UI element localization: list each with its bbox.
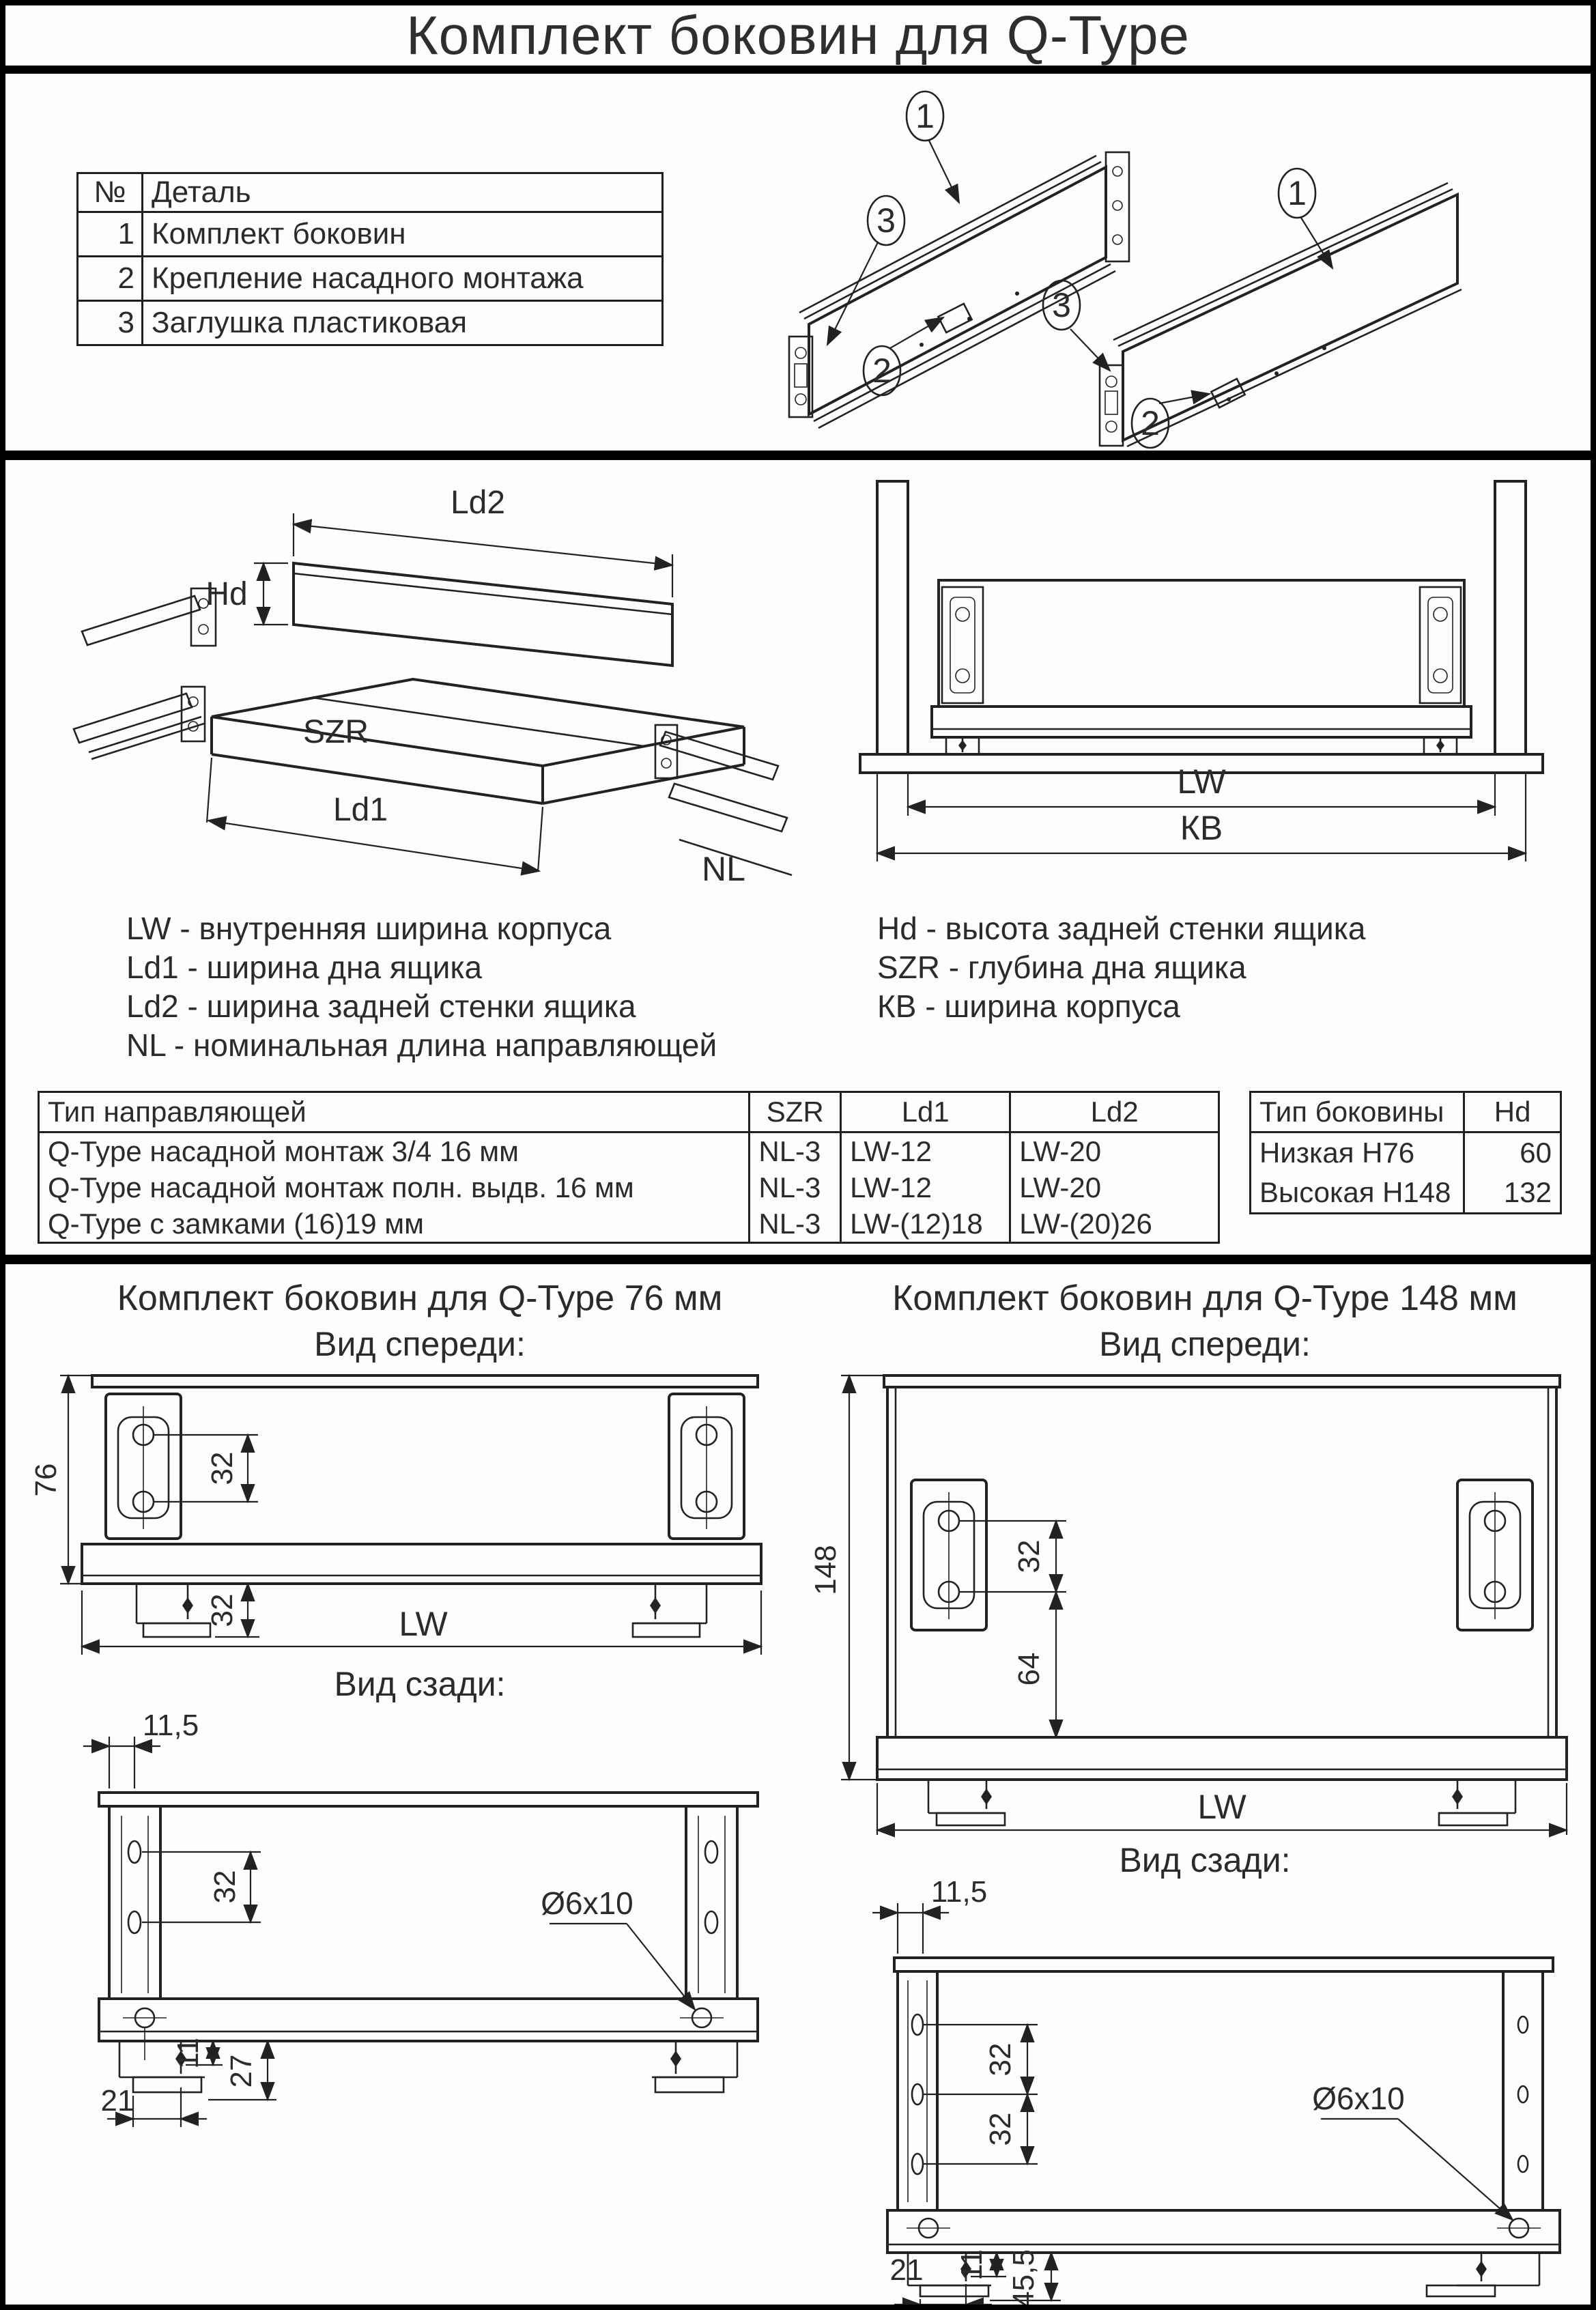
dim-holes-32-bottom (984, 2094, 1027, 2164)
kit76-rear-drawing (41, 1705, 792, 2135)
bracket-left (911, 1480, 986, 1630)
title-bar (5, 5, 1591, 66)
legend-line: SZR - глубина дна ящика (877, 950, 1246, 985)
page-title: Комплект боковин для Q-Type (406, 5, 1190, 66)
top-edge (894, 1958, 1553, 1971)
kit76-front-drawing (29, 1365, 792, 1659)
dim-label-115: 11,5 (142, 1709, 199, 1742)
dim-holes-32 (959, 1521, 1066, 1592)
cell: Высокая Н148 (1251, 1173, 1464, 1214)
callout-number: 1 (915, 97, 935, 135)
dim-lip-11 (955, 2249, 1006, 2281)
table-row (39, 1206, 1219, 1243)
cell: LW-20 (1010, 1132, 1219, 1170)
dim-label-76: 76 (29, 1463, 63, 1497)
rails-col-type: Тип направляющей (39, 1092, 750, 1132)
legend-line: NL - номинальная длина направляющей (126, 1027, 717, 1063)
dim-label-32: 32 (984, 2112, 1017, 2146)
rail-screw-left (123, 2008, 167, 2060)
dim-label-lw: LW (1197, 1788, 1246, 1826)
dim-label-hole: Ø6x10 (1312, 2081, 1405, 2116)
part-number: 3 (78, 301, 143, 345)
bottom-rail (887, 2210, 1560, 2253)
dim-lower-64 (1012, 1592, 1070, 1737)
callout-hole-size (1312, 2081, 1513, 2220)
table-row (39, 1169, 1219, 1206)
rails-col-ld1: Ld1 (841, 1092, 1010, 1132)
rails-table (38, 1091, 1220, 1244)
dim-ld1 (207, 758, 543, 872)
top-edge (884, 1375, 1560, 1387)
table-row (78, 301, 663, 345)
top-edge (99, 1793, 758, 1806)
rails-col-ld2: Ld2 (1010, 1092, 1219, 1132)
dim-label-32: 32 (205, 1593, 239, 1627)
isometric-panels-drawing (751, 79, 1584, 451)
dim-depth-27 (208, 2041, 276, 2100)
part-name: Комплект боковин (143, 212, 663, 257)
dim-label-lw: LW (1177, 762, 1226, 801)
table-row (1251, 1132, 1561, 1173)
hook-right (1427, 2253, 1539, 2296)
rear-plate-right (1503, 1971, 1543, 2210)
cabinet-front-drawing (812, 471, 1591, 901)
cell: LW-12 (841, 1132, 1010, 1170)
cell: NL-3 (750, 1206, 841, 1243)
table-row (78, 257, 663, 301)
dim-foot-21 (101, 2084, 207, 2127)
divider-under-title (0, 66, 1596, 74)
dim-offset-115 (83, 1709, 199, 1788)
dim-label-hole: Ø6x10 (541, 1885, 633, 1921)
part-number: 2 (78, 257, 143, 301)
kit148-title: Комплект боковин для Q-Type 148 мм (892, 1279, 1517, 1318)
cell: NL-3 (750, 1132, 841, 1170)
dim-depth-455 (990, 2249, 1061, 2308)
cell: LW-20 (1010, 1169, 1219, 1206)
bottom-rail (99, 1999, 758, 2041)
callout-3-right (1043, 281, 1110, 371)
dim-label-ld2: Ld2 (450, 485, 506, 521)
parts-col-num: № (78, 173, 143, 212)
dim-label-32: 32 (205, 1451, 239, 1485)
bottom-rail (877, 1737, 1567, 1780)
dim-label-32: 32 (208, 1870, 242, 1904)
legend-line: КВ - ширина корпуса (877, 988, 1180, 1024)
kit76-front-view-label: Вид спереди: (314, 1325, 526, 1363)
cell: Q-Type с замками (16)19 мм (39, 1206, 750, 1243)
legend-line: Hd - высота задней стенки ящика (877, 911, 1366, 946)
divider-section-3 (0, 1255, 1596, 1264)
legend-line: LW - внутренняя ширина корпуса (126, 911, 612, 946)
dim-height-148 (809, 1375, 884, 1780)
dim-label-11: 11 (955, 2249, 988, 2281)
dim-label-szr: SZR (303, 714, 369, 750)
dim-lw (877, 1783, 1567, 1835)
dim-label-21: 21 (889, 2253, 924, 2287)
kit148-rear-view-label: Вид сзади: (1119, 1841, 1291, 1879)
dim-label-32: 32 (1012, 1539, 1046, 1573)
dim-label-21: 21 (100, 2084, 134, 2118)
cell: LW-(20)26 (1010, 1206, 1219, 1243)
parts-table (76, 172, 664, 346)
cell: NL-3 (750, 1169, 841, 1206)
dim-label-kb: КВ (1180, 809, 1223, 847)
top-edge (92, 1375, 758, 1387)
rails-header-row (39, 1092, 1219, 1132)
divider-section-2 (0, 451, 1596, 460)
legend-line: Ld2 - ширина задней стенки ящика (126, 988, 636, 1024)
drawer-assembly (932, 580, 1471, 754)
table-row (39, 1132, 1219, 1170)
callout-1-right (1279, 169, 1333, 268)
dim-hd (205, 563, 288, 625)
hook-right (1439, 1780, 1515, 1825)
dim-label-115: 11,5 (930, 1875, 988, 1909)
dim-label-ld1: Ld1 (332, 792, 388, 828)
dim-label-nl: NL (702, 850, 745, 888)
table-row (78, 212, 663, 257)
rear-plate-left (109, 1806, 160, 1999)
hook-left (137, 1584, 210, 1637)
callout-number: 2 (1141, 404, 1160, 442)
kit148-front-view-label: Вид спереди: (1099, 1325, 1311, 1363)
parts-header-row (78, 173, 663, 212)
dim-offset-115 (872, 1875, 987, 1954)
part-name: Крепление насадного монтажа (143, 257, 663, 301)
cell: 60 (1464, 1132, 1561, 1173)
rear-plate-left (898, 1971, 937, 2210)
side-panel-left (789, 152, 1129, 428)
part-number: 1 (78, 212, 143, 257)
rails-col-szr: SZR (750, 1092, 841, 1132)
rail-screw-right (1497, 2219, 1541, 2238)
rail-screw-right (680, 2008, 724, 2027)
cell: Q-Type насадной монтаж 3/4 16 мм (39, 1132, 750, 1170)
bracket-right (669, 1394, 744, 1539)
dim-holes-32-top (923, 2025, 1038, 2164)
dim-label-27: 27 (225, 2054, 258, 2088)
parts-col-name: Деталь (143, 173, 663, 212)
dim-label-32: 32 (984, 2042, 1017, 2077)
callout-2-right (1132, 394, 1210, 448)
sides-header-row (1251, 1092, 1561, 1132)
dim-label-455: 45,5 (1007, 2249, 1040, 2308)
kit148-front-drawing (809, 1365, 1591, 1836)
exploded-drawer-drawing (41, 471, 806, 901)
part-name: Заглушка пластиковая (143, 301, 663, 345)
kit76-title: Комплект боковин для Q-Type 76 мм (117, 1279, 723, 1318)
bracket-left (106, 1394, 181, 1539)
back-panel (294, 563, 672, 666)
hook-left (928, 1780, 1005, 1825)
callout-number: 1 (1287, 174, 1307, 212)
callout-number: 3 (877, 201, 896, 240)
callout-number: 2 (872, 352, 892, 390)
cell: Низкая Н76 (1251, 1132, 1464, 1173)
dim-label-64: 64 (1012, 1652, 1046, 1686)
legend-left (126, 909, 717, 1065)
dim-lower-32 (205, 1584, 259, 1637)
rails-left (74, 588, 216, 759)
dim-label-hd: Hd (205, 576, 248, 612)
callout-hole-size (541, 1885, 695, 2010)
cell: LW-12 (841, 1169, 1010, 1206)
dim-label-lw: LW (399, 1605, 448, 1643)
dim-label-11: 11 (171, 2038, 205, 2069)
dim-lip-11 (171, 2038, 223, 2069)
sides-table (1249, 1091, 1562, 1214)
drawer-bottom (212, 679, 744, 803)
cell: 132 (1464, 1173, 1561, 1214)
hook-right (633, 1584, 707, 1637)
kit148-rear-drawing (819, 1875, 1591, 2310)
rear-plate-right (686, 1806, 737, 1999)
kit76-rear-view-label: Вид сзади: (334, 1665, 506, 1703)
callout-3-left (827, 196, 904, 345)
legend-right (877, 909, 1365, 1026)
bracket-right (1457, 1480, 1533, 1630)
callout-number: 3 (1052, 286, 1071, 324)
legend-line: Ld1 - ширина дна ящика (126, 950, 483, 985)
bottom-rail (82, 1544, 761, 1584)
cell: Q-Type насадной монтаж полн. выдв. 16 мм (39, 1169, 750, 1206)
sides-col-hd: Hd (1464, 1092, 1561, 1132)
dim-label-148: 148 (809, 1545, 842, 1595)
sides-col-type: Тип боковины (1251, 1092, 1464, 1132)
dim-lw-cabinet (908, 762, 1495, 816)
hook-right (652, 2041, 737, 2092)
callout-1-left (907, 91, 959, 203)
table-row (1251, 1173, 1561, 1214)
cell: LW-(12)18 (841, 1206, 1010, 1243)
rail-screw-left (907, 2219, 950, 2238)
